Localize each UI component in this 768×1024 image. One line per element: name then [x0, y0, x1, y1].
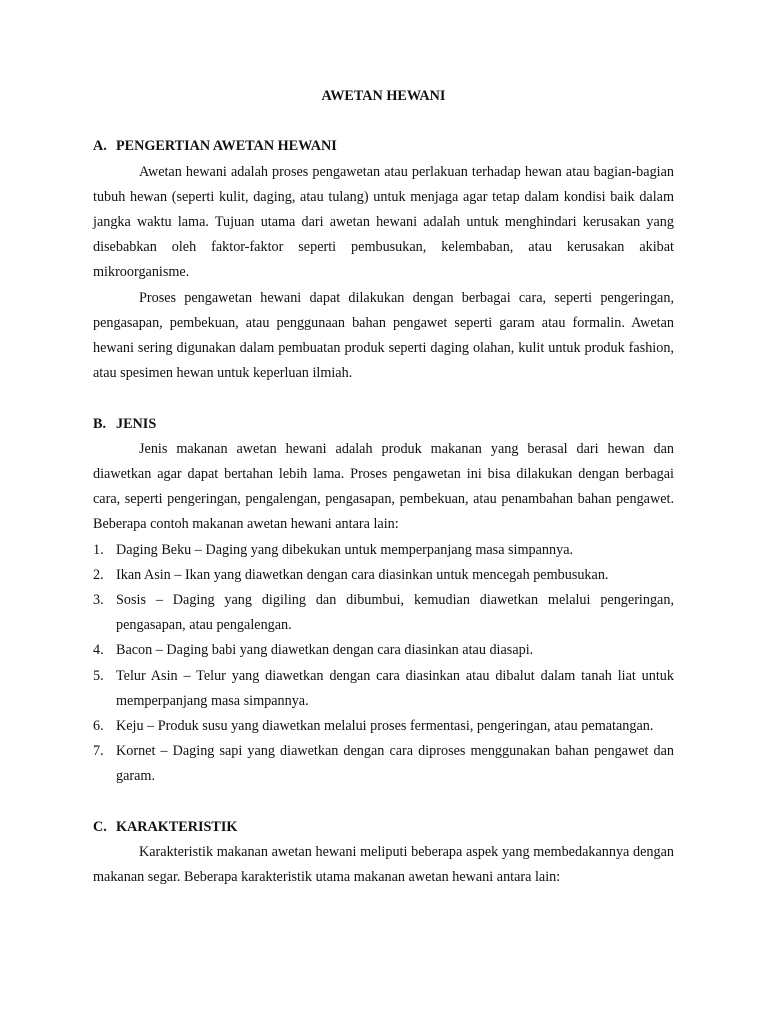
paragraph: Jenis makanan awetan hewani adalah produk makanan yang berasal dari hewan dan diawetkan agar dapat bertahan lebih lama. Proses pengawetan ini bisa dilakukan dengan berbagai cara, seperti pengeringan, pengalengan, pengasapan, pembekuan, atau penambahan bahan pengawet. Beberapa contoh makanan awetan hewani antara lain: — [93, 440, 674, 533]
list-item — [93, 563, 674, 588]
section-heading — [93, 815, 674, 840]
section-letter: A. — [93, 138, 107, 155]
section-heading — [93, 134, 674, 159]
list-item-text: Keju – Produk susu yang diawetkan melalui proses fermentasi, pengeringan, atau pematangan. — [116, 718, 654, 735]
document-page — [93, 84, 674, 890]
section-title: PENGERTIAN AWETAN HEWANI — [116, 138, 337, 155]
section-title: JENIS — [116, 415, 157, 432]
list-item — [93, 588, 674, 638]
list-item-text: Telur Asin – Telur yang diawetkan dengan cara diasinkan atau dibalut dalam tanah liat untuk memperpanjang masa simpannya. — [116, 667, 674, 709]
list-item — [93, 664, 674, 714]
section-pengertian — [93, 134, 674, 386]
list-number: 4. — [93, 642, 104, 659]
section-jenis — [93, 412, 674, 790]
paragraph: Karakteristik makanan awetan hewani meliputi beberapa aspek yang membedakannya dengan makanan segar. Beberapa karakteristik utama makanan awetan hewani antara lain: — [93, 844, 674, 886]
document-title: AWETAN HEWANI — [321, 88, 446, 104]
paragraph: Awetan hewani adalah proses pengawetan atau perlakuan terhadap hewan atau bagian-bagian tubuh hewan (seperti kulit, daging, atau tulang) untuk menjaga agar tetap dalam kondisi baik dalam jangka waktu lama. Tujuan utama dari awetan hewani adalah untuk menghindari kerusakan yang disebabkan oleh faktor-faktor seperti pembusukan, kelembaban, atau kerusakan akibat mikroorganisme. — [93, 163, 674, 281]
numbered-list — [93, 538, 674, 790]
list-item — [93, 638, 674, 663]
list-item-text: Daging Beku – Daging yang dibekukan untuk memperpanjang masa simpannya. — [116, 541, 574, 558]
list-item — [93, 538, 674, 563]
spacer — [93, 386, 674, 411]
list-item — [93, 739, 674, 789]
paragraph: Proses pengawetan hewani dapat dilakukan dengan berbagai cara, seperti pengeringan, pengasapan, pembekuan, atau penggunaan bahan pengawet seperti garam atau formalin. Awetan hewani sering digunakan dalam pembuatan produk seperti daging olahan, kulit untuk produk fashion, atau spesimen hewan untuk keperluan ilmiah. — [93, 289, 674, 382]
list-item — [93, 714, 674, 739]
list-item-text: Kornet – Daging sapi yang diawetkan dengan cara diproses menggunakan bahan pengawet dan garam. — [116, 743, 674, 785]
section-title: KARAKTERISTIK — [116, 818, 238, 835]
list-number: 2. — [93, 566, 104, 583]
list-number: 1. — [93, 541, 104, 558]
list-item-text: Bacon – Daging babi yang diawetkan dengan cara diasinkan atau diasapi. — [116, 642, 534, 659]
list-number: 3. — [93, 592, 104, 609]
list-item-text: Sosis – Daging yang digiling dan dibumbui, kemudian diawetkan melalui pengeringan, pengasapan, atau pengalengan. — [116, 592, 674, 634]
list-number: 5. — [93, 667, 104, 684]
list-number: 7. — [93, 743, 104, 760]
spacer — [93, 790, 674, 815]
section-heading — [93, 412, 674, 437]
section-letter: C. — [93, 818, 107, 835]
list-item-text: Ikan Asin – Ikan yang diawetkan dengan cara diasinkan untuk mencegah pembusukan. — [116, 566, 609, 583]
section-letter: B. — [93, 415, 107, 432]
list-number: 6. — [93, 718, 104, 735]
spacer — [93, 109, 674, 134]
section-karakteristik — [93, 815, 674, 891]
